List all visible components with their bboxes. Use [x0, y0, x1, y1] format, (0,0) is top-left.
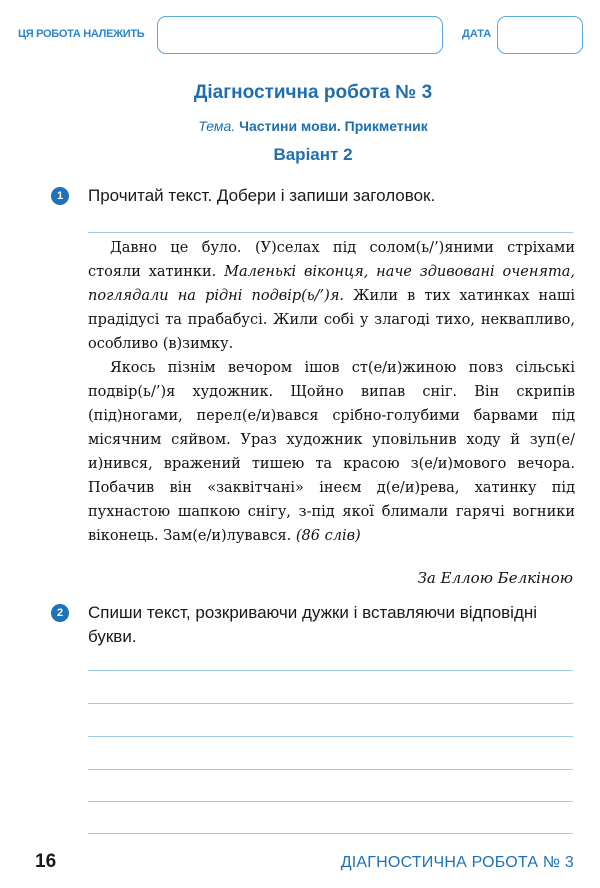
owner-name-field[interactable]: [157, 16, 443, 54]
reading-text: [88, 236, 575, 548]
paragraph-2-text: Якось пізнім вечором ішов ст(е/и)жиною повз сільські подвір(ь/’)я художник. Щойно випав сніг. Він скрипів (під)ногами, перел(е/и)вався срібно-голубими барвами під місячним сяйвом. Ураз художник уповільнив ходу й зуп(е/и)нився, вражений тишею та красою з(е/и)мового вечора. Побачив він «заквітчані» інеєм д(е/и)рева, хатинку під пухнастою шапкою снігу, з-під якої блимали гарячі вогники віконець. Зам(е/и)лувався.: [88, 360, 575, 544]
variant-title: Варіант 2: [273, 145, 353, 164]
paragraph-1-start: Давно це було. (У)селах під солом(ь/’)яними стріхами стояли хатинки.: [88, 240, 575, 280]
answer-line[interactable]: [88, 703, 573, 704]
paragraph-1-italic: Маленькі віконця, наче здивовані оченята, поглядали на рідні подвір(ь/’)я.: [88, 264, 575, 304]
answer-line[interactable]: [88, 833, 573, 834]
answer-line[interactable]: [88, 736, 573, 737]
date-field[interactable]: [497, 16, 583, 54]
answer-line[interactable]: [88, 769, 573, 770]
task-1-instruction: Прочитай текст. Добери і запиши заголовок.: [88, 186, 436, 205]
paragraph-1: [88, 236, 575, 356]
task-2-number: 2: [51, 604, 69, 622]
answer-line[interactable]: [88, 670, 573, 671]
page-title: Діагностична робота № 3: [193, 82, 433, 103]
author-attribution: За Еллою Белкіною: [417, 569, 573, 587]
page-number: 16: [35, 851, 57, 872]
word-count: (86 слів): [295, 528, 361, 544]
paragraph-1-end: Жили в тих хатинках наші прадідусі та прабабусі. Жили собі у злагоді тихо, неквапливо, особливо (в)зимку.: [88, 288, 575, 352]
date-label: ДАТА: [462, 28, 492, 40]
task-1-number: 1: [51, 187, 69, 205]
topic-text: Частини мови. Прикметник: [239, 118, 428, 134]
owner-label: ЦЯ РОБОТА НАЛЕЖИТЬ: [18, 28, 145, 40]
title-answer-line[interactable]: [88, 232, 573, 233]
footer-title: ДІАГНОСТИЧНА РОБОТА № 3: [340, 854, 574, 871]
paragraph-2: [88, 356, 575, 548]
answer-line[interactable]: [88, 801, 573, 802]
task-2-instruction: Спиши текст, розкриваючи дужки і вставляючи відповідні букви.: [88, 603, 538, 646]
topic-line: [0, 118, 600, 134]
topic-prefix: Тема.: [198, 118, 236, 134]
